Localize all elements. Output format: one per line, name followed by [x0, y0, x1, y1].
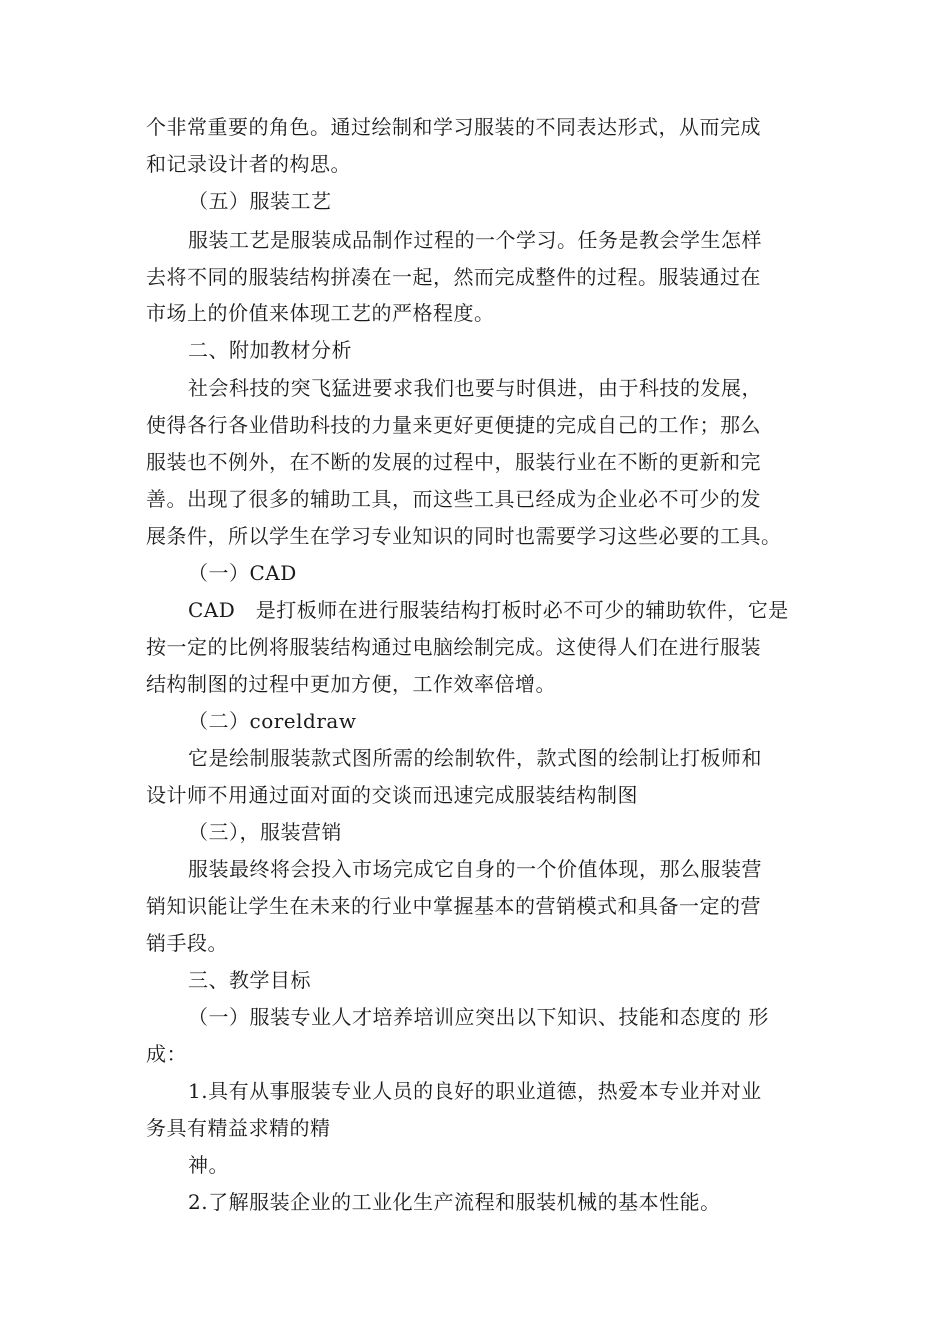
text-line: 善。出现了很多的辅助工具，而这些工具已经成为企业必不可少的发 — [146, 487, 761, 511]
text-line: 社会科技的突飞猛进要求我们也要与时俱进，由于科技的发展， — [188, 376, 762, 400]
text-line: 服装工艺是服装成品制作过程的一个学习。任务是教会学生怎样 — [188, 228, 762, 252]
text-line: 按一定的比例将服装结构通过电脑绘制完成。这使得人们在进行服装 — [146, 635, 761, 659]
section-heading: （三），服装营销 — [188, 820, 342, 844]
text-line: 服装最终将会投入市场完成它自身的一个价值体现，那么服装营 — [188, 857, 762, 881]
text-line: 去将不同的服装结构拼凑在一起，然而完成整件的过程。服装通过在 — [146, 265, 761, 289]
text-line: 务具有精益求精的精 — [146, 1116, 331, 1140]
text-line: 结构制图的过程中更加方便，工作效率倍增。 — [146, 672, 556, 696]
section-heading: 二、附加教材分析 — [188, 338, 352, 362]
text-line: 设计师不用通过面对面的交谈而迅速完成服装结构制图 — [146, 783, 638, 807]
text-line: 成： — [146, 1042, 187, 1066]
text-line: CAD 是打板师在进行服装结构打板时必不可少的辅助软件，它是 — [188, 598, 789, 622]
list-item: 1.具有从事服装专业人员的良好的职业道德，热爱本专业并对业 — [188, 1079, 762, 1103]
list-item: 2.了解服装企业的工业化生产流程和服装机械的基本性能。 — [188, 1190, 721, 1214]
text-line: 服装也不例外，在不断的发展的过程中，服装行业在不断的更新和完 — [146, 450, 761, 474]
text-line: 个非常重要的角色。通过绘制和学习服装的不同表达形式，从而完成 — [146, 115, 761, 139]
section-heading: （二）coreldraw — [188, 709, 357, 733]
text-line: 销知识能让学生在未来的行业中掌握基本的营销模式和具备一定的营 — [146, 894, 761, 918]
text-line: 和记录设计者的构思。 — [146, 152, 351, 176]
text-line: 使得各行各业借助科技的力量来更好更便捷的完成自己的工作；那么 — [146, 413, 761, 437]
section-heading: 三、教学目标 — [188, 968, 311, 992]
text-line: 展条件，所以学生在学习专业知识的同时也需要学习这些必要的工具。 — [146, 524, 782, 548]
section-heading: （一）服装专业人才培养培训应突出以下知识、技能和态度的 形 — [188, 1005, 769, 1029]
section-heading: （一）CAD — [188, 561, 297, 585]
text-line: 神。 — [188, 1153, 229, 1177]
text-line: 它是绘制服装款式图所需的绘制软件，款式图的绘制让打板师和 — [188, 746, 762, 770]
section-heading: （五）服装工艺 — [188, 189, 332, 213]
text-line: 市场上的价值来体现工艺的严格程度。 — [146, 301, 495, 325]
text-line: 销手段。 — [146, 931, 228, 955]
